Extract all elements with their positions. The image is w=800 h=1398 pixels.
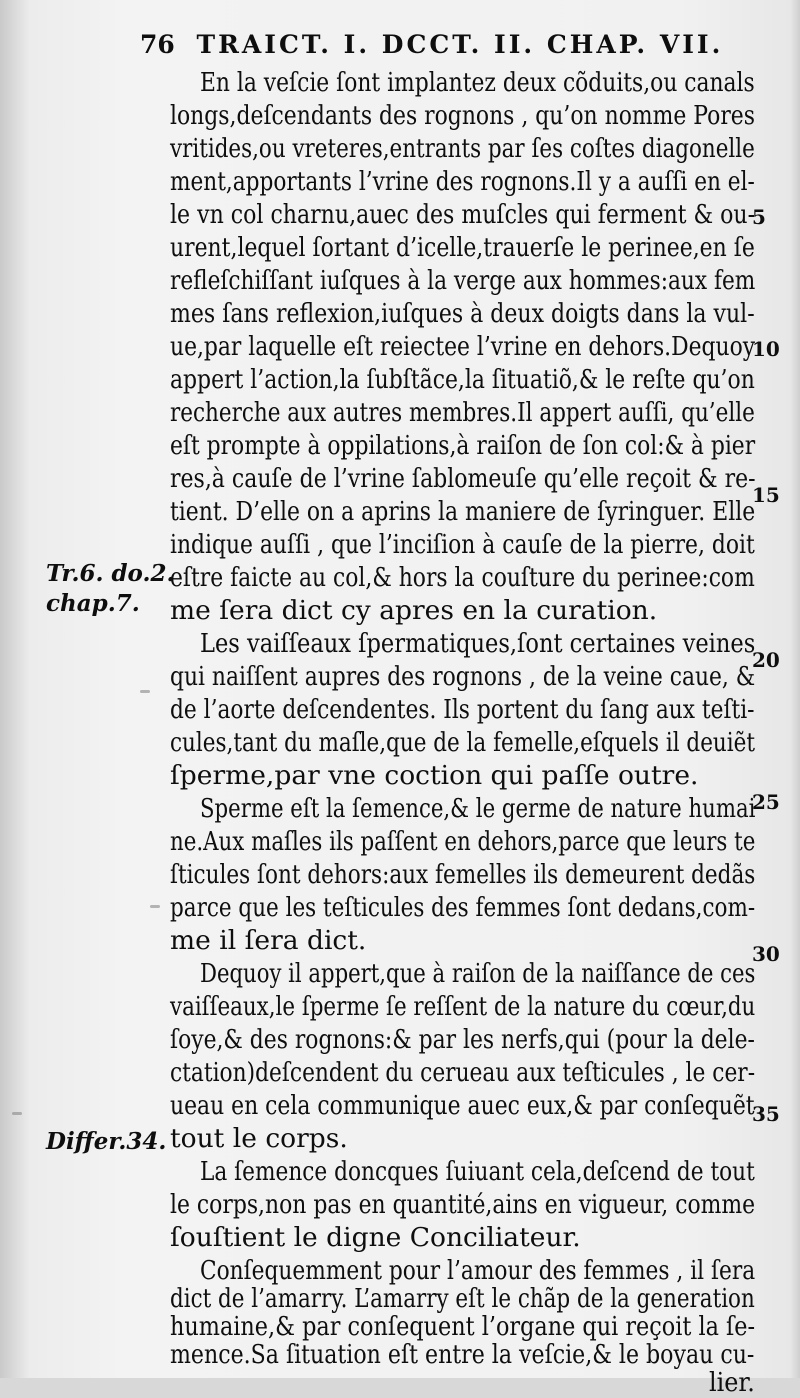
- line-number: 5: [752, 205, 766, 229]
- text-line: tient. D’elle on a aprins la maniere de ſyringuer. Elle: [170, 496, 756, 527]
- text-line: res,à cauſe de l’vrine ſablomeuſe qu’elle reçoit & re-: [170, 463, 756, 494]
- ink-speck: [12, 1112, 22, 1115]
- text-line: lier.: [709, 1367, 756, 1398]
- text-line: Sperme eſt la ſemence,& le germe de nature humai: [200, 793, 756, 824]
- text-line: Conſequemment pour l’amour des femmes , il ſera: [200, 1255, 756, 1286]
- text-line: ue,par laquelle eſt reiectee l’vrine en dehors.Dequoy: [170, 331, 756, 362]
- text-line: appert l’action,la ſubſtãce,la ſituatiõ,& le reſte qu’on: [170, 364, 755, 395]
- text-line: tout le corps.: [170, 1123, 348, 1154]
- text-line: urent,lequel ſortant d’icelle,trauerſe le perinee,en ſe: [170, 232, 755, 263]
- text-line: ſticules ſont dehors:aux femelles ils demeurent dedãs: [170, 859, 756, 890]
- text-line: cules,tant du maſle,que de la femelle,eſquels il deuiẽt: [170, 727, 755, 758]
- text-line: ueau en cela communique auec eux,& par conſequẽt: [170, 1090, 755, 1121]
- line-number: 20: [752, 648, 780, 672]
- line-number: 10: [752, 337, 780, 361]
- margin-note: chap.7.: [46, 590, 140, 617]
- text-line: mence.Sa ſituation eſt entre la veſcie,& le boyau cu-: [170, 1339, 755, 1370]
- text-line: me ſera dict cy apres en la curation.: [170, 595, 658, 626]
- text-line: ctation)deſcendent du cerueau aux teſticules , le cer-: [170, 1057, 756, 1088]
- text-line: recherche aux autres membres.Il appert auſſi, qu’elle: [170, 397, 755, 428]
- page-number: 76: [140, 30, 175, 59]
- line-number: 25: [752, 790, 780, 814]
- text-line: indique auſſi , que l’inciſion à cauſe de la pierre, doit: [170, 529, 755, 560]
- line-number: 15: [752, 483, 780, 507]
- text-line: mes ſans reflexion,iuſques à deux doigts dans la vul-: [170, 298, 755, 329]
- text-line: ſoye,& des rognons:& par les nerfs,qui (pour la dele-: [170, 1024, 755, 1055]
- text-line: refleſchiſſant iuſques à la verge aux hommes:aux fem: [170, 265, 756, 296]
- text-line: le vn col charnu,auec des muſcles qui ferment & ou-: [170, 199, 756, 230]
- text-line: humaine,& par conſequent l’organe qui reçoit la ſe-: [170, 1311, 756, 1342]
- text-line: de l’aorte deſcendentes. Ils portent du ſang aux teſti-: [170, 694, 755, 725]
- running-title: TRAICT. I. DCCT. II. CHAP. VII.: [196, 30, 724, 59]
- margin-note: Differ.34.: [46, 1128, 167, 1155]
- text-line: me il ſera dict.: [170, 925, 367, 956]
- margin-note: Tr.6. do.2.: [46, 560, 175, 587]
- text-line: La ſemence doncques ſuiuant cela,deſcend de tout: [200, 1156, 755, 1187]
- page-header: [140, 30, 723, 59]
- text-line: longs,deſcendants des rognons , qu’on nomme Pores: [170, 100, 755, 131]
- text-line: le corps,non pas en quantité,ains en vigueur, comme: [170, 1189, 756, 1220]
- text-line: eſt prompte à oppilations,à raiſon de ſon col:& à pier: [170, 430, 756, 461]
- text-line: dict de l’amarry. L’amarry eſt le chãp de la generation: [170, 1283, 755, 1314]
- text-line: ment,apportants l’vrine des rognons.Il y a auſſi en el-: [170, 166, 755, 197]
- ink-speck: [140, 690, 150, 693]
- text-line: Dequoy il appert,que à raiſon de la naiſſance de ces: [200, 958, 756, 989]
- text-line: eſtre faicte au col,& hors la couſture du perinee:com: [170, 562, 755, 593]
- text-line: vritides,ou vreteres,entrants par ſes coſtes diagonelle: [170, 133, 755, 164]
- text-line: ne.Aux maſles ils paſſent en dehors,parce que leurs te: [170, 826, 756, 857]
- text-line: ſperme,par vne coction qui paſſe outre.: [170, 760, 699, 791]
- line-number: 30: [752, 942, 780, 966]
- text-line: qui naiſſent aupres des rognons , de la veine caue, &: [170, 661, 756, 692]
- ink-speck: [150, 905, 160, 908]
- text-line: Les vaiſſeaux ſpermatiques,ſont certaines veines: [200, 628, 756, 659]
- line-number: 35: [752, 1102, 780, 1126]
- text-line: ſouſtient le digne Conciliateur.: [170, 1222, 581, 1253]
- text-line: parce que les teſticules des femmes ſont dedans,com-: [170, 892, 756, 923]
- text-line: vaiſſeaux,le ſperme ſe reſſent de la nature du cœur,du: [170, 991, 756, 1022]
- text-line: En la veſcie ſont implantez deux cõduits,ou canals: [200, 67, 755, 98]
